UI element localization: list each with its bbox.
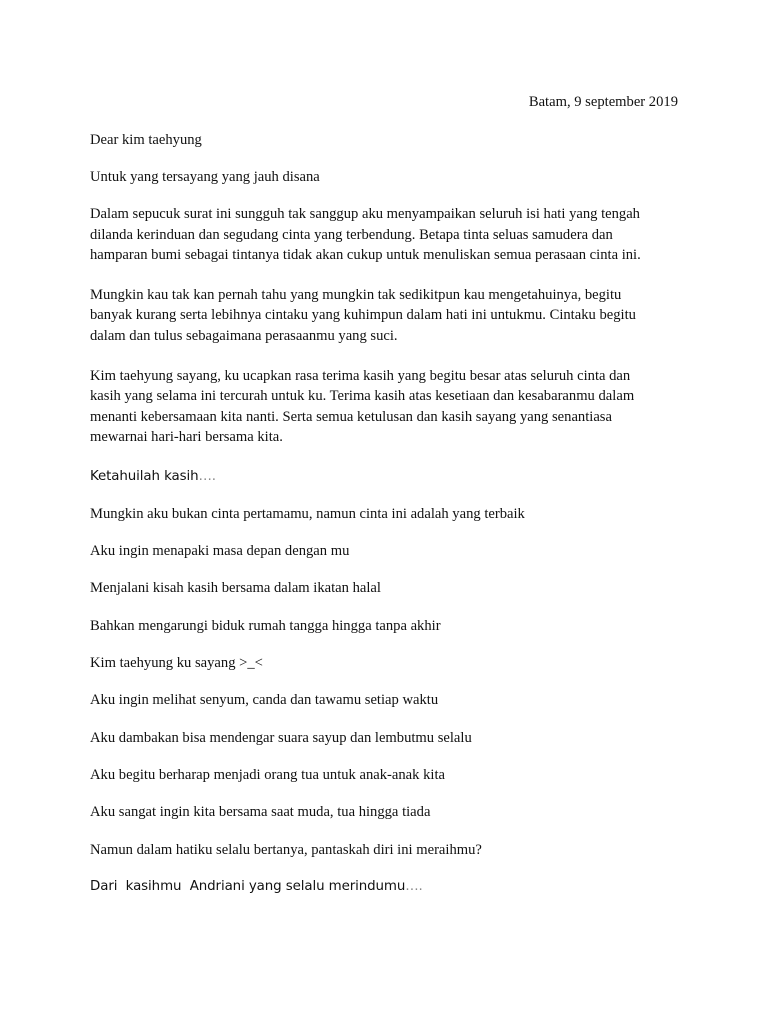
paragraph-line: Dalam sepucuk surat ini sungguh tak sanggup aku menyampaikan seluruh isi hati yang tengah	[90, 206, 640, 222]
ketahuilah-ellipsis: ….	[198, 469, 216, 484]
paragraph-line: mewarnai hari-hari bersama kita.	[90, 429, 283, 445]
poem-line: Aku sangat ingin kita bersama saat muda, tua hingga tiada	[90, 804, 431, 820]
paragraph-line: dilanda kerinduan dan segudang cinta yang terbendung. Betapa tinta seluas samudera dan	[90, 227, 613, 243]
poem-line: Menjalani kisah kasih bersama dalam ikatan halal	[90, 580, 381, 596]
paragraph-line: kasih yang selama ini tercurah untuk ku. Terima kasih atas kesetiaan dan kesabaranmu dalam	[90, 388, 635, 404]
poem-line: Aku ingin menapaki masa depan dengan mu	[90, 543, 350, 559]
letter-date: Batam, 9 september 2019	[528, 94, 678, 110]
paragraph-line: banyak kurang serta lebihnya cintaku yang kuhimpun dalam hati ini untukmu. Cintaku begitu	[90, 307, 636, 323]
paragraph-line: Kim taehyung sayang, ku ucapkan rasa terima kasih yang begitu besar atas seluruh cinta dan	[90, 368, 631, 384]
letter-greeting: Untuk yang tersayang yang jauh disana	[90, 169, 320, 185]
poem-line: Aku ingin melihat senyum, canda dan tawamu setiap waktu	[90, 692, 439, 708]
paragraph-line: dalam dan tulus sebagaimana perasaanmu yang suci.	[90, 328, 398, 344]
paragraph-line: Mungkin kau tak kan pernah tahu yang mungkin tak sedikitpun kau mengetahuinya, begitu	[90, 287, 622, 303]
poem-line: Aku begitu berharap menjadi orang tua untuk anak-anak kita	[90, 767, 445, 783]
closing-text: Dari kasihmu Andriani yang selalu merindumu	[90, 879, 406, 894]
poem-line: Namun dalam hatiku selalu bertanya, pantaskah diri ini meraihmu?	[90, 842, 482, 858]
ketahuilah-line	[90, 467, 216, 487]
paragraph-line: hamparan bumi sebagai tintanya tidak akan cukup untuk menuliskan semua perasaan cinta ini.	[90, 247, 641, 263]
poem-line: Aku dambakan bisa mendengar suara sayup dan lembutmu selalu	[90, 730, 472, 746]
poem-line: Mungkin aku bukan cinta pertamamu, namun cinta ini adalah yang terbaik	[90, 506, 525, 522]
letter-salutation: Dear kim taehyung	[90, 132, 202, 148]
closing-line	[90, 877, 423, 897]
poem-line: Bahkan mengarungi biduk rumah tangga hingga tanpa akhir	[90, 618, 441, 634]
paragraph-line: menanti kebersamaan kita nanti. Serta semua ketulusan dan kasih sayang yang senantiasa	[90, 409, 612, 425]
ketahuilah-text: Ketahuilah kasih	[90, 469, 199, 484]
closing-ellipsis: ….	[405, 879, 423, 894]
poem-line: Kim taehyung ku sayang >_<	[90, 655, 263, 671]
